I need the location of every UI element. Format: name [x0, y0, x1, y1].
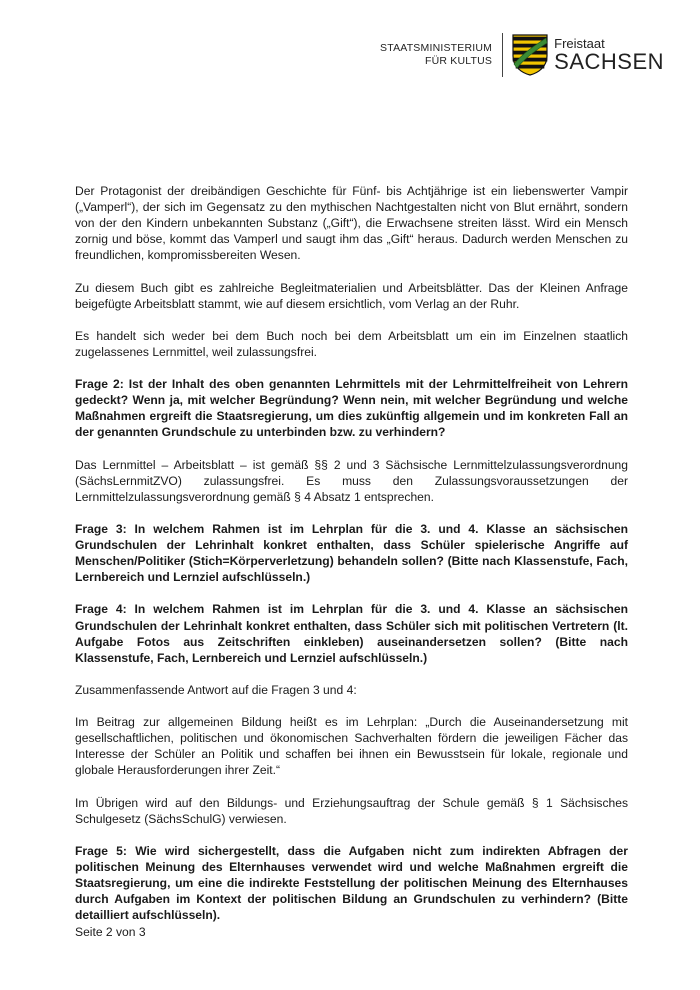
question-2: Frage 2: Ist der Inhalt des oben genannten Lehrmittels mit der Lehrmittelfreiheit von Lehrern gedeckt? Wenn ja, mit welcher Begründung? Wenn nein, mit welcher Begründung und welche Maßnahmen ergreift die Staatsregierung, um dies zukünftig allgemein und im konkreten Fall an der genannten Grundschule zu unterbinden bzw. zu verhindern? — [75, 377, 628, 440]
answer-2: Das Lernmittel – Arbeitsblatt – ist gemäß §§ 2 und 3 Sächsische Lernmittelzulassungsverordnung (SächsLernmitZVO) zulassungsfrei. Es muss den Zulassungsvoraussetzungen der Lernmittelzulassungsverordnung gemäß § 4 Absatz 1 entsprechen. — [75, 457, 628, 504]
letterhead — [380, 30, 664, 80]
state-name-big: SACHSEN — [554, 49, 664, 74]
question-4: Frage 4: In welchem Rahmen ist im Lehrplan für die 3. und 4. Klasse an sächsischen Grundschulen der Lehrinhalt konkret enthalten, dass Schüler sich mit politischen Vertretern (lt. Aufgabe Fotos aus Zeitschriften einkleben) auseinandersetzen sollen? (Bitte nach Klassenstufe, Fach, Lernbereich und Lernziel aufschlüsseln.) — [75, 602, 628, 665]
state-name-small: Freistaat — [554, 36, 605, 51]
state-name — [554, 37, 664, 73]
paragraph-materials: Zu diesem Buch gibt es zahlreiche Begleitmaterialien und Arbeitsblätter. Das der Kleinen Anfrage beigefügte Arbeitsblatt stammt, wie auf diesem ersichtlich, vom Verlag an der Ruhr. — [75, 280, 628, 311]
document-body — [75, 183, 628, 923]
question-5: Frage 5: Wie wird sichergestellt, dass die Aufgaben nicht zum indirekten Abfragen der politischen Meinung des Elternhauses verwendet wird und welche Maßnahmen ergreift die Staatsregierung, um eine die indirekte Feststellung der politischen Meinung des Elternhauses durch Aufgaben im Kontext der politischen Bildung an Grundschulen zu verhindern? (Bitte detailliert aufschlüsseln). — [75, 843, 628, 923]
ministry-line-1: STAATSMINISTERIUM — [380, 42, 493, 54]
answer-3-4-quote: Im Beitrag zur allgemeinen Bildung heißt es im Lehrplan: „Durch die Auseinandersetzung mit gesellschaftlichen, politischen und ökonomischen Sachverhalten fördern die jeweiligen Fächer das Interesse der Schüler an Politik und schaffen bei ihnen ein Bewusstsein für lokale, regionale und globale Herausforderungen ihrer Zeit.“ — [75, 715, 628, 778]
paragraph-not-approved: Es handelt sich weder bei dem Buch noch bei dem Arbeitsblatt um ein im Einzelnen staatlich zugelassenes Lernmittel, weil zulassungsfrei. — [75, 328, 628, 359]
answer-3-4-heading: Zusammenfassende Antwort auf die Fragen 3 und 4: — [75, 682, 357, 697]
answer-3-4-reference: Im Übrigen wird auf den Bildungs- und Erziehungsauftrag der Schule gemäß § 1 Sächsisches Schulgesetz (SächsSchulG) verwiesen. — [75, 795, 628, 826]
paragraph-vamperl: Der Protagonist der dreibändigen Geschichte für Fünf- bis Achtjährige ist ein liebenswerter Vampir („Vamperl“), der sich im Gegensatz zu den mythischen Nachtgestalten nicht von Blut ernährt, sondern von der den Kindern unbekannten Substanz („Gift“), die Erwachsene streiten lässt. Wird ein Mensch zornig und böse, kommt das Vamperl und saugt ihm das „Gift“ heraus. Dadurch werden Menschen zu freundlichen, kompromissbereiten Wesen. — [75, 184, 628, 263]
saxony-coat-of-arms-icon — [512, 34, 548, 76]
question-3: Frage 3: In welchem Rahmen ist im Lehrplan für die 3. und 4. Klasse an sächsischen Grundschulen der Lehrinhalt konkret enthalten, dass Schüler spielerische Angriffe auf Menschen/Politiker (Stich=Körperverletzung) behandeln sollen? (Bitte nach Klassenstufe, Fach, Lernbereich und Lernziel aufschlüsseln.) — [75, 521, 628, 585]
page-number: Seite 2 von 3 — [75, 925, 146, 939]
ministry-name — [380, 42, 502, 68]
ministry-line-2: FÜR KULTUS — [424, 55, 493, 67]
letterhead-divider — [502, 33, 503, 77]
